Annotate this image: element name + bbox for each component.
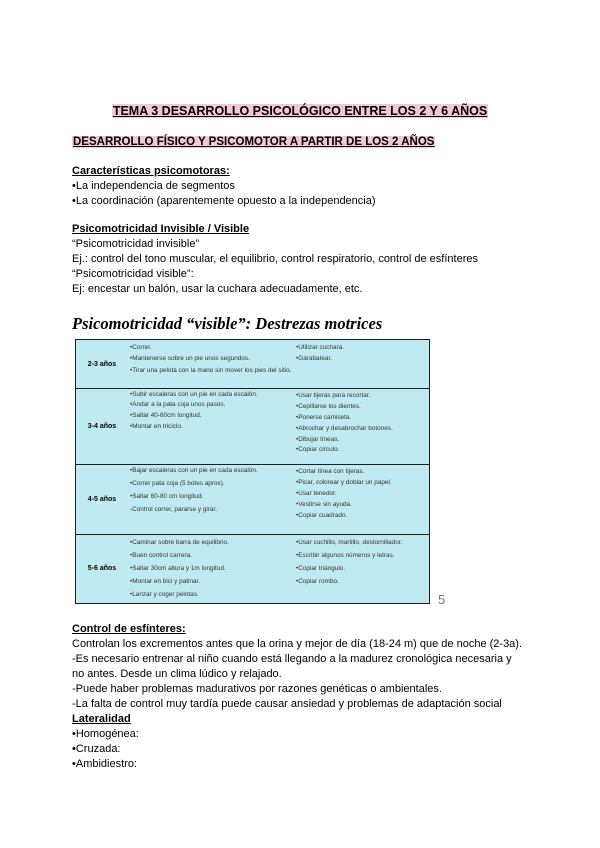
visibility-section	[72, 222, 478, 297]
skill-item: • Copiar rombo.	[296, 575, 428, 588]
skill-item: • Usar tenedor.	[296, 488, 428, 499]
laterality-heading: Lateralidad	[72, 713, 131, 725]
row-age-label: 2-3 años	[87, 360, 117, 368]
visibility-heading: Psicomotricidad Invisible / Visible	[72, 223, 250, 235]
section-subtitle	[72, 136, 435, 148]
fine-skills	[296, 390, 428, 454]
skill-item: • Picar, colorear y doblar un papel.	[296, 477, 428, 488]
skill-item: • Saltar 40-60cm longitud.	[130, 410, 292, 421]
sphincters-heading: Control de esfínteres:	[72, 623, 186, 635]
gross-skills	[130, 390, 292, 432]
skill-item: • Mantenerse sobre un pie unos segundos.	[130, 353, 292, 364]
skill-item: • Usar tijeras para recortar.	[296, 390, 428, 401]
skill-item: • Andar a la pata coja unos pasos.	[130, 399, 292, 410]
skill-item: • Usar cuchillo, martillo, destornillador.	[296, 536, 428, 549]
fine-skills	[296, 466, 428, 521]
row-age-label: 3-4 años	[87, 422, 117, 430]
visibility-line: Ej: encestar un balón, usar la cuchara adecuadamente, etc.	[72, 283, 363, 295]
skill-item: • Cepillarse los dientes.	[296, 401, 428, 412]
skill-item: • Montar en triciclo.	[130, 421, 292, 432]
skill-item: • Caminar sobre barra de equilibrio.	[130, 536, 292, 549]
laterality-item: • Cruzada:	[72, 742, 522, 757]
visibility-line: “Psicomotricidad invisible”	[72, 238, 200, 250]
laterality-item: • Homogénea:	[72, 727, 522, 742]
laterality-item: • Ambidiestro:	[72, 757, 522, 772]
skill-item: • Saltar 30cm altura y 1m longitud.	[130, 562, 292, 575]
table-row	[76, 534, 429, 603]
skill-item: -Control correr, pararse y girar.	[130, 506, 218, 513]
skill-item: • Escribir algunos números y letras.	[296, 549, 428, 562]
skill-item: • Lanzar y coger pelotas.	[130, 588, 292, 601]
table-row	[76, 464, 429, 535]
skill-item: • Cortar línea con tijeras.	[296, 466, 428, 477]
gross-skills	[130, 466, 292, 515]
figure-title: Psicomotricidad “visible”: Destrezas motrices	[72, 314, 383, 333]
table-row	[76, 340, 429, 389]
psychomotor-heading: Características psicomotoras:	[72, 165, 230, 177]
skill-item: • Copiar cuadrado.	[296, 510, 428, 521]
sphincters-section	[72, 622, 522, 772]
gross-skills	[130, 342, 292, 375]
skill-item: • Abrochar y desabrochar botones.	[296, 423, 428, 434]
row-age-label: 5-6 años	[87, 565, 117, 572]
gross-skills	[130, 536, 292, 601]
visibility-line: Ej.: control del tono muscular, el equilibrio, control respiratorio, control de esfínteres	[72, 253, 478, 265]
skill-item: • Bajar escaleras con un pie en cada escalón.	[130, 466, 292, 475]
fine-skills	[296, 536, 428, 588]
psychomotor-item: • La independencia de segmentos	[72, 179, 376, 194]
skill-item: • Ponerse camiseta.	[296, 412, 428, 423]
skill-item: • Garabatear.	[296, 353, 428, 364]
sphincters-line: -Puede haber problemas madurativos por razones genéticas o ambientales.	[72, 683, 442, 695]
sphincters-line: -Es necesario entrenar al niño cuando está llegando a la madurez cronológica necesaria y	[72, 653, 512, 665]
sphincters-line: no antes. Desde un clima lúdico y relajado.	[72, 668, 282, 680]
skill-item: • Saltar 60-80 cm longitud.	[130, 491, 292, 502]
fine-skills	[296, 342, 428, 364]
skill-item: • Copiar círculo.	[296, 445, 428, 454]
skill-item: • Vestirse sin ayuda.	[296, 499, 428, 510]
skill-item: • Tirar una pelota con la mano sin mover los pies del sitio.	[130, 366, 292, 375]
visibility-line: “Psicomotricidad visible”:	[72, 268, 194, 280]
skill-item: • Dibujar líneas.	[296, 434, 428, 445]
sphincters-line: Controlan los excrementos antes que la orina y mejor de día (18-24 m) que de noche (2-3a).	[72, 638, 523, 650]
title-main: DESARROLLO PSICOLÓGICO ENTRE LOS 2 Y 6 AÑOS	[161, 104, 488, 118]
psychomotor-section	[72, 164, 376, 209]
skills-table	[75, 339, 430, 604]
skill-item: • Correr pata coja (5 botes aprox).	[130, 478, 292, 489]
psychomotor-item: • La coordinación (aparentemente opuesto a la independencia)	[72, 194, 376, 209]
slide-page-number: 5	[438, 592, 446, 607]
subtitle-text: DESARROLLO FÍSICO Y PSICOMOTOR A PARTIR DE LOS 2 AÑOS	[73, 136, 435, 148]
table-row	[76, 388, 429, 465]
title-prefix: TEMA 3	[112, 104, 162, 118]
skill-item: • Subir escaleras con un pie en cada escalón.	[130, 390, 292, 399]
skill-item: • Buen control carrera.	[130, 549, 292, 562]
page-title	[0, 104, 600, 118]
row-age-label: 4-5 años	[87, 495, 117, 503]
skill-item: • Montar en bici y patinar.	[130, 575, 292, 588]
skill-item: • Correr.	[130, 342, 292, 353]
skill-item: • Utilizar cuchara.	[296, 342, 428, 353]
sphincters-line: -La falta de control muy tardía puede causar ansiedad y problemas de adaptación social	[72, 698, 502, 710]
skill-item: • Copiar triángulo.	[296, 562, 428, 575]
